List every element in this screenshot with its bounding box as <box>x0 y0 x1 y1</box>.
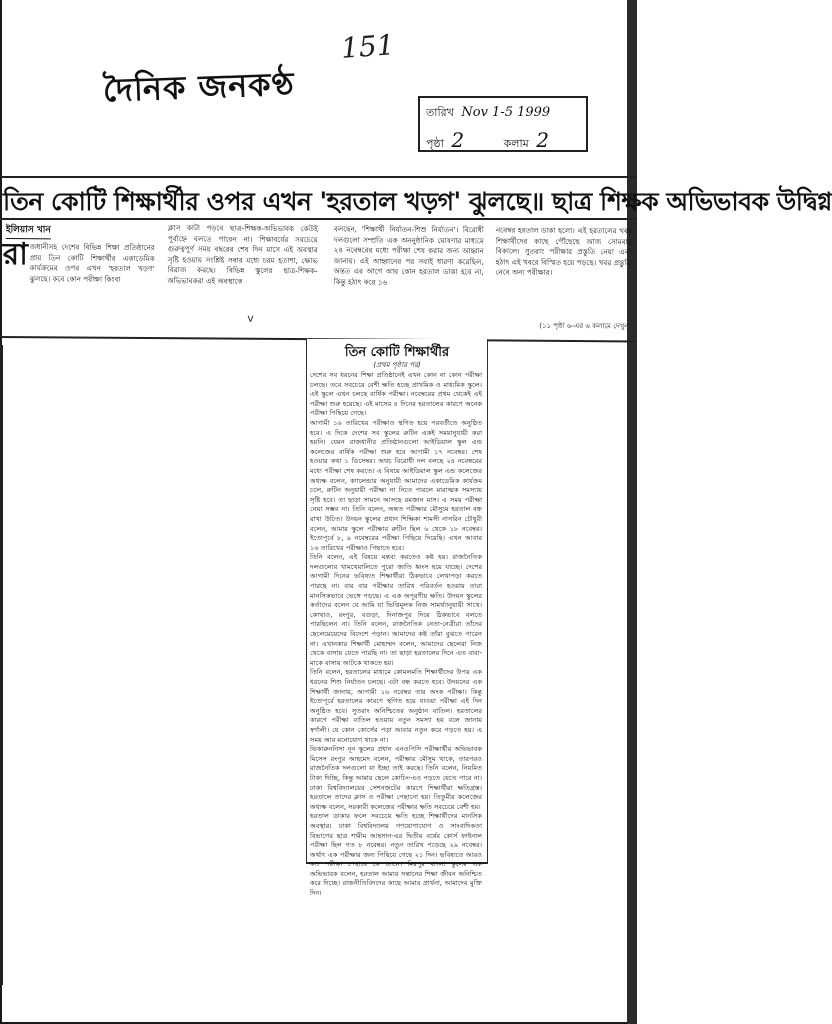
byline: ইলিয়াস খান <box>6 222 51 239</box>
article-paragraph: তিনি বলেন, এই বিষয়ে মন্তব্য করতেও কষ্ট হয়। রাজনৈতিক দলগুলোর খামখেয়ালিতে পুরো জাতি ধ্বংস হয়ে যাচ্ছে। দেশের আগামী দিনের ভবিষ্যত শিক্ষার্থীরা ঠিকভাবে লেখাপড়া করতে পারছে না। বার বার পরীক্ষার তারিখ পরিবর্তন হওয়ায় তারা মানসিকভাবে ভেঙ্গে পড়ছে। এ এক অপূরণীয় ক্ষতি। উদয়ন স্কুলের কর্তাদের বলেন যে আমি যা ভিত্তিমূলক নিজ সামর্থ্যানুযায়ী সাথে। কোথাও, রংপুর, বগুড়া, দিনাজপুর দিয়ে ঠিকভাবে বলতে পারছিলেন না। তিনি বলেন, রাজনৈতিক নেতা-নেত্রীরা তাঁদের ছেলেমেয়েদের বিদেশে পড়ান। আমাদের কষ্ট তাঁরা বুঝতে পারেন না। এখানকার শিক্ষার্থী মোহাম্মদ বলেন, আমাদের ছেলেরা নিজ থেকে বাসায় যেতে পারছি না। তা ছাড়া হরতালের দিনে এত বাবা-মাকে বাসায় আটকে থাকতে হয়। <box>310 553 482 667</box>
article-column-2: ক্লাস কাটা পড়বে ছাত্র-শিক্ষক-অভিভাবক কেউই পূর্বাহ্নে বলতে পারেন না। শিক্ষাবর্ষের সবচেয়ে গুরুত্বপূর্ণ সময় বছরের শেষ দিন মাসে এই অবস্থার সৃষ্টি হওয়ায় সংশ্লিষ্ট সবার মধ্যে চরম হতাশা, ক্ষোভ বিরাজ করছে। বিভিন্ন স্কুলের ছাত্র-শিক্ষক-অভিভাবকরা এই অবস্থাকে <box>167 223 318 286</box>
stamp-date-row <box>426 104 550 123</box>
article-paragraph: ভিকারুননিসা নূন স্কুলের প্রধান এনওপিসি পরীক্ষার্থীর অভিভাবক মিসেস রংপুর আহমেদ বলেন, পরীক্ষার মৌসুম থাকে, তারপরও রাজনৈতিক দলগুলো যা ইচ্ছা তাই করছে। তিনি বলেন, নিয়মিত টাকা দিচ্ছি, কিন্তু আমার ছেলে কোচিং-এও পড়তে যেতে পারে না। ঢাকা বিশ্ববিদ্যালয়ের সেশনজটের কারণে শিক্ষার্থীরা ক্ষতিগ্রস্ত। হরতালে তাদের ক্লাস ও পরীক্ষা পেছানো হয়। তিতুমীর কলেজের অধ্যক্ষ বলেন, সরকারী কলেজের পরীক্ষার ক্ষতি সবচেয়ে বেশী হয়। <box>310 745 482 811</box>
stamp-page-value: 2 <box>451 128 465 152</box>
article-clipping-continued <box>306 339 488 898</box>
stamp-date-label: তারিখ <box>426 106 454 119</box>
continuation-note: (১১ পৃষ্ঠা ৬-এর ৬ কলামে দেখুন) <box>539 321 632 331</box>
article-paragraph: দেশের সব ধরনের শিক্ষা প্রতিষ্ঠানেই এখন কোন না কোন পরীক্ষা চলছে। তবে সবচেয়ে বেশী ক্ষতি হচ্ছে প্রাথমিক ও মাধ্যমিক স্কুলে। এই স্কুলে এখন চলছে বার্ষিক পরীক্ষা। নবেম্বরের প্রথম থেকেই এই পরীক্ষা শুরু হয়েছে। এই মাসের ৪ দিনের হরতালের কারণে অনেক পরীক্ষা পিছিয়ে গেছে। <box>310 371 482 418</box>
headline: তিন কোটি শিক্ষার্থীর ওপর এখন 'হরতাল খড়গ' ঝুলছে॥ ছাত্র শিক্ষক অভিভাবক উদ্বিগ্ন <box>3 187 832 216</box>
stamp-column-value: 2 <box>536 128 549 152</box>
article-paragraph: হরতাল ডাকার ফলে সবচেয়ে ক্ষতি হচ্ছে শিক্ষার্থীদের মানসিক অবস্থার। ঢাকা বিশ্ববিদ্যালয় গণযোগাযোগ ও সাংবাদিকতা বিভাগের ছাত্র শামীম আহসান-এর দ্বিতীয় বর্ষের কোর্স ফাইনাল পরীক্ষা ছিল গত ৮ নবেম্বর। নতুন তারিখ পড়েছে ২৯ নবেম্বর। অর্থাৎ এক পরীক্ষার জন্য পিছিয়ে গেছে ২১ দিন। ভবিষ্যতে আরও কত পরীক্ষা পেছাবে কে জানে। মিরপুর বাংলা স্কুলের এক অভিভাবক বলেন, হরতাল আমার সন্তানের শিক্ষা জীবন অনিশ্চিত করে দিচ্ছে। রাজনীতিবিদদের কাছে আমার প্রার্থনা, আমাদের মুক্তি দিন। <box>310 812 482 898</box>
left-edge-mark <box>0 345 9 985</box>
continued-article-title: তিন কোটি শিক্ষার্থীর <box>344 345 450 360</box>
newspaper-masthead: দৈনিক জনকণ্ঠ <box>102 64 296 110</box>
date-stamp <box>418 96 588 152</box>
continued-article-body <box>310 371 482 898</box>
stamp-column-label: কলাম <box>503 137 529 150</box>
handwritten-page-number: 151 <box>339 28 396 65</box>
stamp-page-row <box>426 128 549 154</box>
stamp-page-label: পৃষ্ঠা <box>426 137 444 150</box>
article-clipping-front <box>0 216 637 342</box>
article-column-4: নবেম্বর হরতাল ডাকা হলো। এই হরতালের খবর শিক্ষার্থীদের কাছে পৌঁছেছে আজ সোমবার বিকালে। সুতরাং পরীক্ষার প্রস্তুতি নেয়া এবং হঠাৎ এই খবরে বিস্মিত হয়ে পড়ছে। খবর প্রস্তুতি নেবে অন্য পরীক্ষার। <box>495 225 632 277</box>
drop-cap: রা <box>2 237 29 273</box>
pen-tick-mark: v <box>247 311 254 325</box>
right-edge-shadow <box>627 0 637 1024</box>
stamp-date-value: Nov 1-5 1999 <box>461 105 551 120</box>
article-column-3: বলছেন, 'শিক্ষার্থী নির্যাতন-শিশু নির্যাতন'। বিরোধী দলগুলো সম্প্রতি এক অননুষ্ঠানিক ঘোষণার মাধ্যমে ২৪ নবেম্বরের মধ্যে পরীক্ষা শেষ করার জন্য আহ্বান জানায়। এই আহ্বানের পর সবাই ধারণা করেছিল, অন্তত এর আগে আর কোন হরতাল ডাকা হবে না, কিন্তু হঠাৎ করে ১৬ <box>333 224 484 287</box>
continued-article-deck: (প্রথম পৃষ্ঠার পর) <box>373 361 421 369</box>
article-paragraph: তিনি বলেন, হরতালের মাধ্যমে কোমলমতি শিক্ষার্থীদের উপর এক ধরনের শিশু নির্যাতন চলছে। এটা বন্ধ করতে হবে। উদয়নের এক শিক্ষার্থী জানায়, আগামী ১৬ নবেম্বর তার অংক পরীক্ষা। কিন্তু ইতোপূর্বে হরতালের কারণে স্থগিত হয়ে যাওয়া পরীক্ষা এই দিন অনুষ্ঠিত হবে। সুতরাং অনিশ্চিতের অনুষ্ঠান বাতিল। হরতালের কারণে পরীক্ষা বাতিল হওয়ায় নতুন সমস্যা হয় বলে জানায় স্বর্ণালী। যে কোন কোর্সের পড়া আবার নতুন করে পড়তে হয়। এ সময় আর মনোযোগ থাকে না। <box>310 668 482 744</box>
headline-banner <box>0 176 832 220</box>
article-column-1: জধানীসহ দেশের বিভিন্ন শিক্ষা প্রতিষ্ঠানের প্রায় তিন কোটি শিক্ষার্থীর একাডেমিক কার্যক্রমের ওপর এখন 'হরতাল খড়গ' ঝুলছে। কবে কোন পরীক্ষা কিংবা <box>29 242 155 284</box>
article-paragraph: আগামী ১৬ তারিখের পরীক্ষাও স্থগিত হয়ে পরবর্তীতে অনুষ্ঠিত হবে। এ দিকে দেশের সব স্কুলের রুটিন একই সময়ানুযায়ী করা হয়নি। যেমন রাজধানীর প্রতিষ্ঠানগুলো আইডিয়াল স্কুল এন্ড কলেজের বার্ষিক পরীক্ষা শুরু হবে আগামী ১৭ নবেম্বর। শেষ হওয়ার কথা ১ ডিসেম্বর। অথচ বিরোধী দল বলছে ২৪ নবেম্বরের মধ্যে পরীক্ষা শেষ করতে। এ বিষয়ে আইডিয়াল স্কুল এন্ড কলেজের অধ্যক্ষ বলেন, ক্যালেন্ডার অনুযায়ী আমাদের একাডেমিক কার্যক্রম চলে, রুটিন অনুযায়ী পরীক্ষা না নিতে পারলে মারাত্মক সমস্যায় সৃষ্টি হবে। তা ছাড়া সামনে আসছে রমজান মাস। এ সময় পরীক্ষা নেয়া সম্ভব না। তিনি বলেন, অন্তত পরীক্ষার মৌসুমে হরতাল বন্ধ রাখা উচিত। উদয়ন স্কুলের প্রধান শিক্ষিকা শামসী নাসরিন চৌধুরী বলেন, আমার স্কুলে পরীক্ষার রুটিন ছিল ৬ থেকে ১৮ নবেম্বর। ইতোপূর্বে ৮, ৯ নবেম্বরের পরীক্ষা পিছিয়ে দিয়েছি। এখন আবার ১৬ তারিখের পরীক্ষাও পিছাতে হবে। <box>310 418 482 552</box>
